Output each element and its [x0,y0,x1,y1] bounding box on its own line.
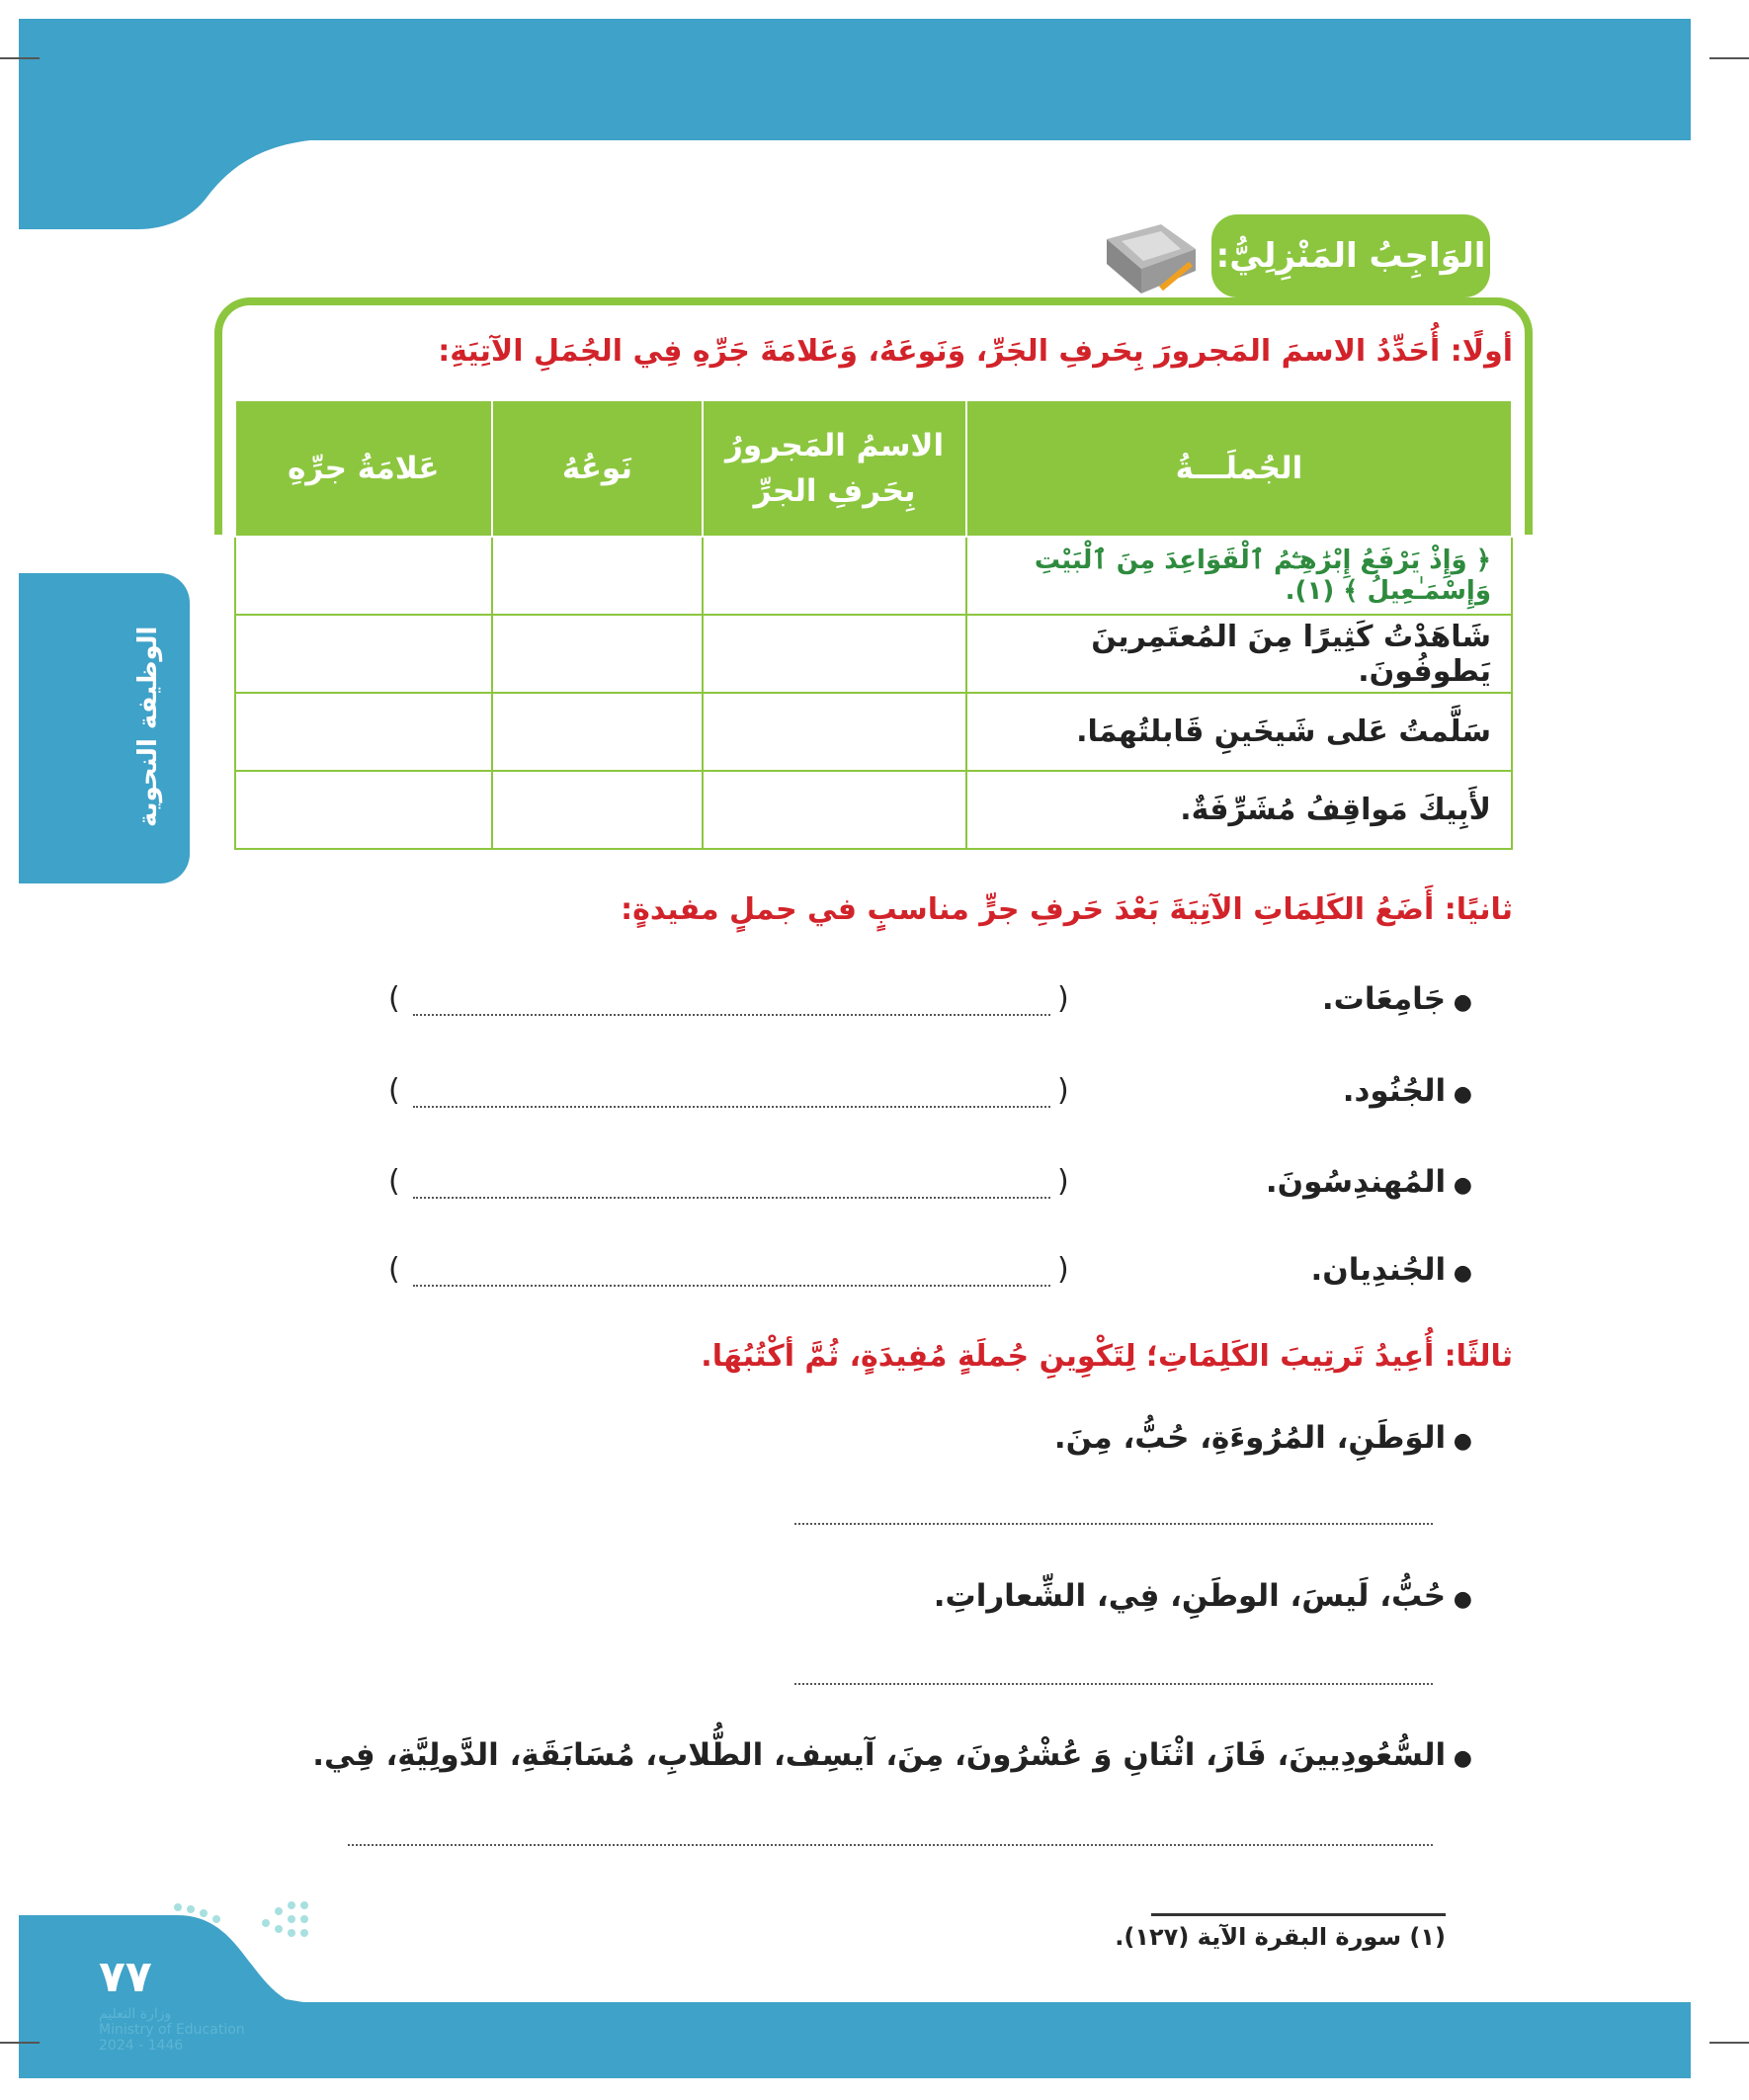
answer-table [234,399,1513,850]
crop-mark [0,57,40,59]
bottom-banner [19,2002,1691,2078]
word-item: ● المُهندِسُونَ. [1266,1164,1472,1200]
answer-cell[interactable] [703,771,966,849]
crop-mark [1709,57,1749,59]
answer-cell[interactable] [492,771,704,849]
sentence-cell: ﴿ وَإِذْ يَرْفَعُ إِبْرَٰهِـۧمُ ٱلْقَوَاعِدَ مِنَ ٱلْبَيْتِ وَإِسْمَـٰعِيلُ ﴾ (١). [966,537,1512,615]
ministry-english: Ministry of Education [99,2022,245,2038]
ministry-logo-dots [173,1897,321,1957]
close-paren: ) [388,1164,400,1199]
words-item: ● السُّعُودِيينَ، فَازَ، اثْنَانِ وَ عُشْرُونَ، مِنَ، آيسِف، الطُّلابِ، مُسَابَقَةِ، الدَّولِيَّةِ، فِي. [312,1737,1472,1773]
header-sentence: الجُملَـــةُ [966,400,1512,537]
open-paren: ( [1057,981,1069,1016]
answer-cell[interactable] [235,771,492,849]
word-item: ● جَامِعَات. [1322,981,1472,1017]
word-item: ● الجُندِيان. [1310,1252,1472,1288]
side-tab-label: الوظيفة النحوية [133,626,163,827]
answer-line[interactable] [413,1197,1050,1199]
answer-line[interactable] [348,1844,1433,1846]
answer-line[interactable] [413,1014,1050,1016]
answer-cell[interactable] [492,615,704,693]
open-paren: ( [1057,1164,1069,1199]
table-row [235,693,1512,771]
answer-cell[interactable] [492,537,704,615]
answer-cell[interactable] [703,615,966,693]
header-type: نَوعُهُ [492,400,704,537]
close-paren: ) [388,1252,400,1287]
header-mark: عَلامَةُ جرِّهِ [235,400,492,537]
homework-title: الوَاجِبُ المَنْزِلِيُّ: [1211,214,1490,297]
answer-cell[interactable] [703,693,966,771]
sentence-cell: سَلَّمتُ عَلى شَيخَينِ قَابلتُهمَا. [966,693,1512,771]
page-number: ٧٧ [99,1952,152,2002]
open-paren: ( [1057,1252,1069,1287]
ministry-watermark [99,2006,245,2054]
crop-mark [1709,2042,1749,2044]
section1-instruction: أولًا: أُحَدِّدُ الاسمَ المَجرورَ بِحَرفِ الجَرِّ، وَنَوعَهُ، وَعَلامَةَ جَرِّهِ فِي الجُمَلِ الآتِيَةِ: [438,334,1513,369]
header-noun: الاسمُ المَجرورُ بِحَرفِ الجرِّ [703,400,966,537]
footnote: (١) سورة البقرة الآية (١٢٧). [1115,1923,1446,1951]
homework-box-icon [1102,219,1201,296]
footnote-divider [1151,1913,1446,1916]
table-row [235,771,1512,849]
word-item: ● الجُنُود. [1343,1073,1472,1109]
answer-line[interactable] [413,1106,1050,1108]
close-paren: ) [388,1073,400,1108]
sentence-cell: شَاهَدْتُ كَثِيرًا مِنَ المُعتَمِرينَ يَطوفُونَ. [966,615,1512,693]
open-paren: ( [1057,1073,1069,1108]
ministry-name: وزارة التعليم [99,2006,172,2022]
answer-cell[interactable] [235,615,492,693]
table-row [235,615,1512,693]
answer-line[interactable] [794,1523,1433,1525]
answer-cell[interactable] [703,537,966,615]
sentence-cell: لأَبِيكَ مَواقِفُ مُشَرِّفَةٌ. [966,771,1512,849]
words-item: ● الوَطَنِ، المُرُوءَةِ، حُبُّ، مِنَ. [1054,1420,1472,1456]
close-paren: ) [388,981,400,1016]
answer-cell[interactable] [235,537,492,615]
answer-line[interactable] [413,1285,1050,1287]
banner-curve [19,138,345,229]
section3-instruction: ثالثًا: أُعِيدُ تَرتِيبَ الكَلِمَاتِ؛ لِتَكْوِينِ جُملَةٍ مُفِيدَةٍ، ثُمَّ أكْتُبُهَا. [701,1339,1513,1374]
crop-mark [0,2042,40,2044]
table-row [235,537,1512,615]
section2-instruction: ثانيًا: أَضَعُ الكَلِمَاتِ الآتِيَةَ بَعْدَ حَرفِ جرٍّ مناسبٍ في جملٍ مفيدةٍ: [621,892,1513,927]
answer-line[interactable] [794,1683,1433,1685]
ministry-year: 2024 - 1446 [99,2038,184,2054]
answer-cell[interactable] [492,693,704,771]
words-item: ● حُبُّ، لَيسَ، الوطَنِ، فِي، الشِّعاراتِ. [934,1578,1472,1614]
top-banner [19,19,1691,140]
answer-cell[interactable] [235,693,492,771]
